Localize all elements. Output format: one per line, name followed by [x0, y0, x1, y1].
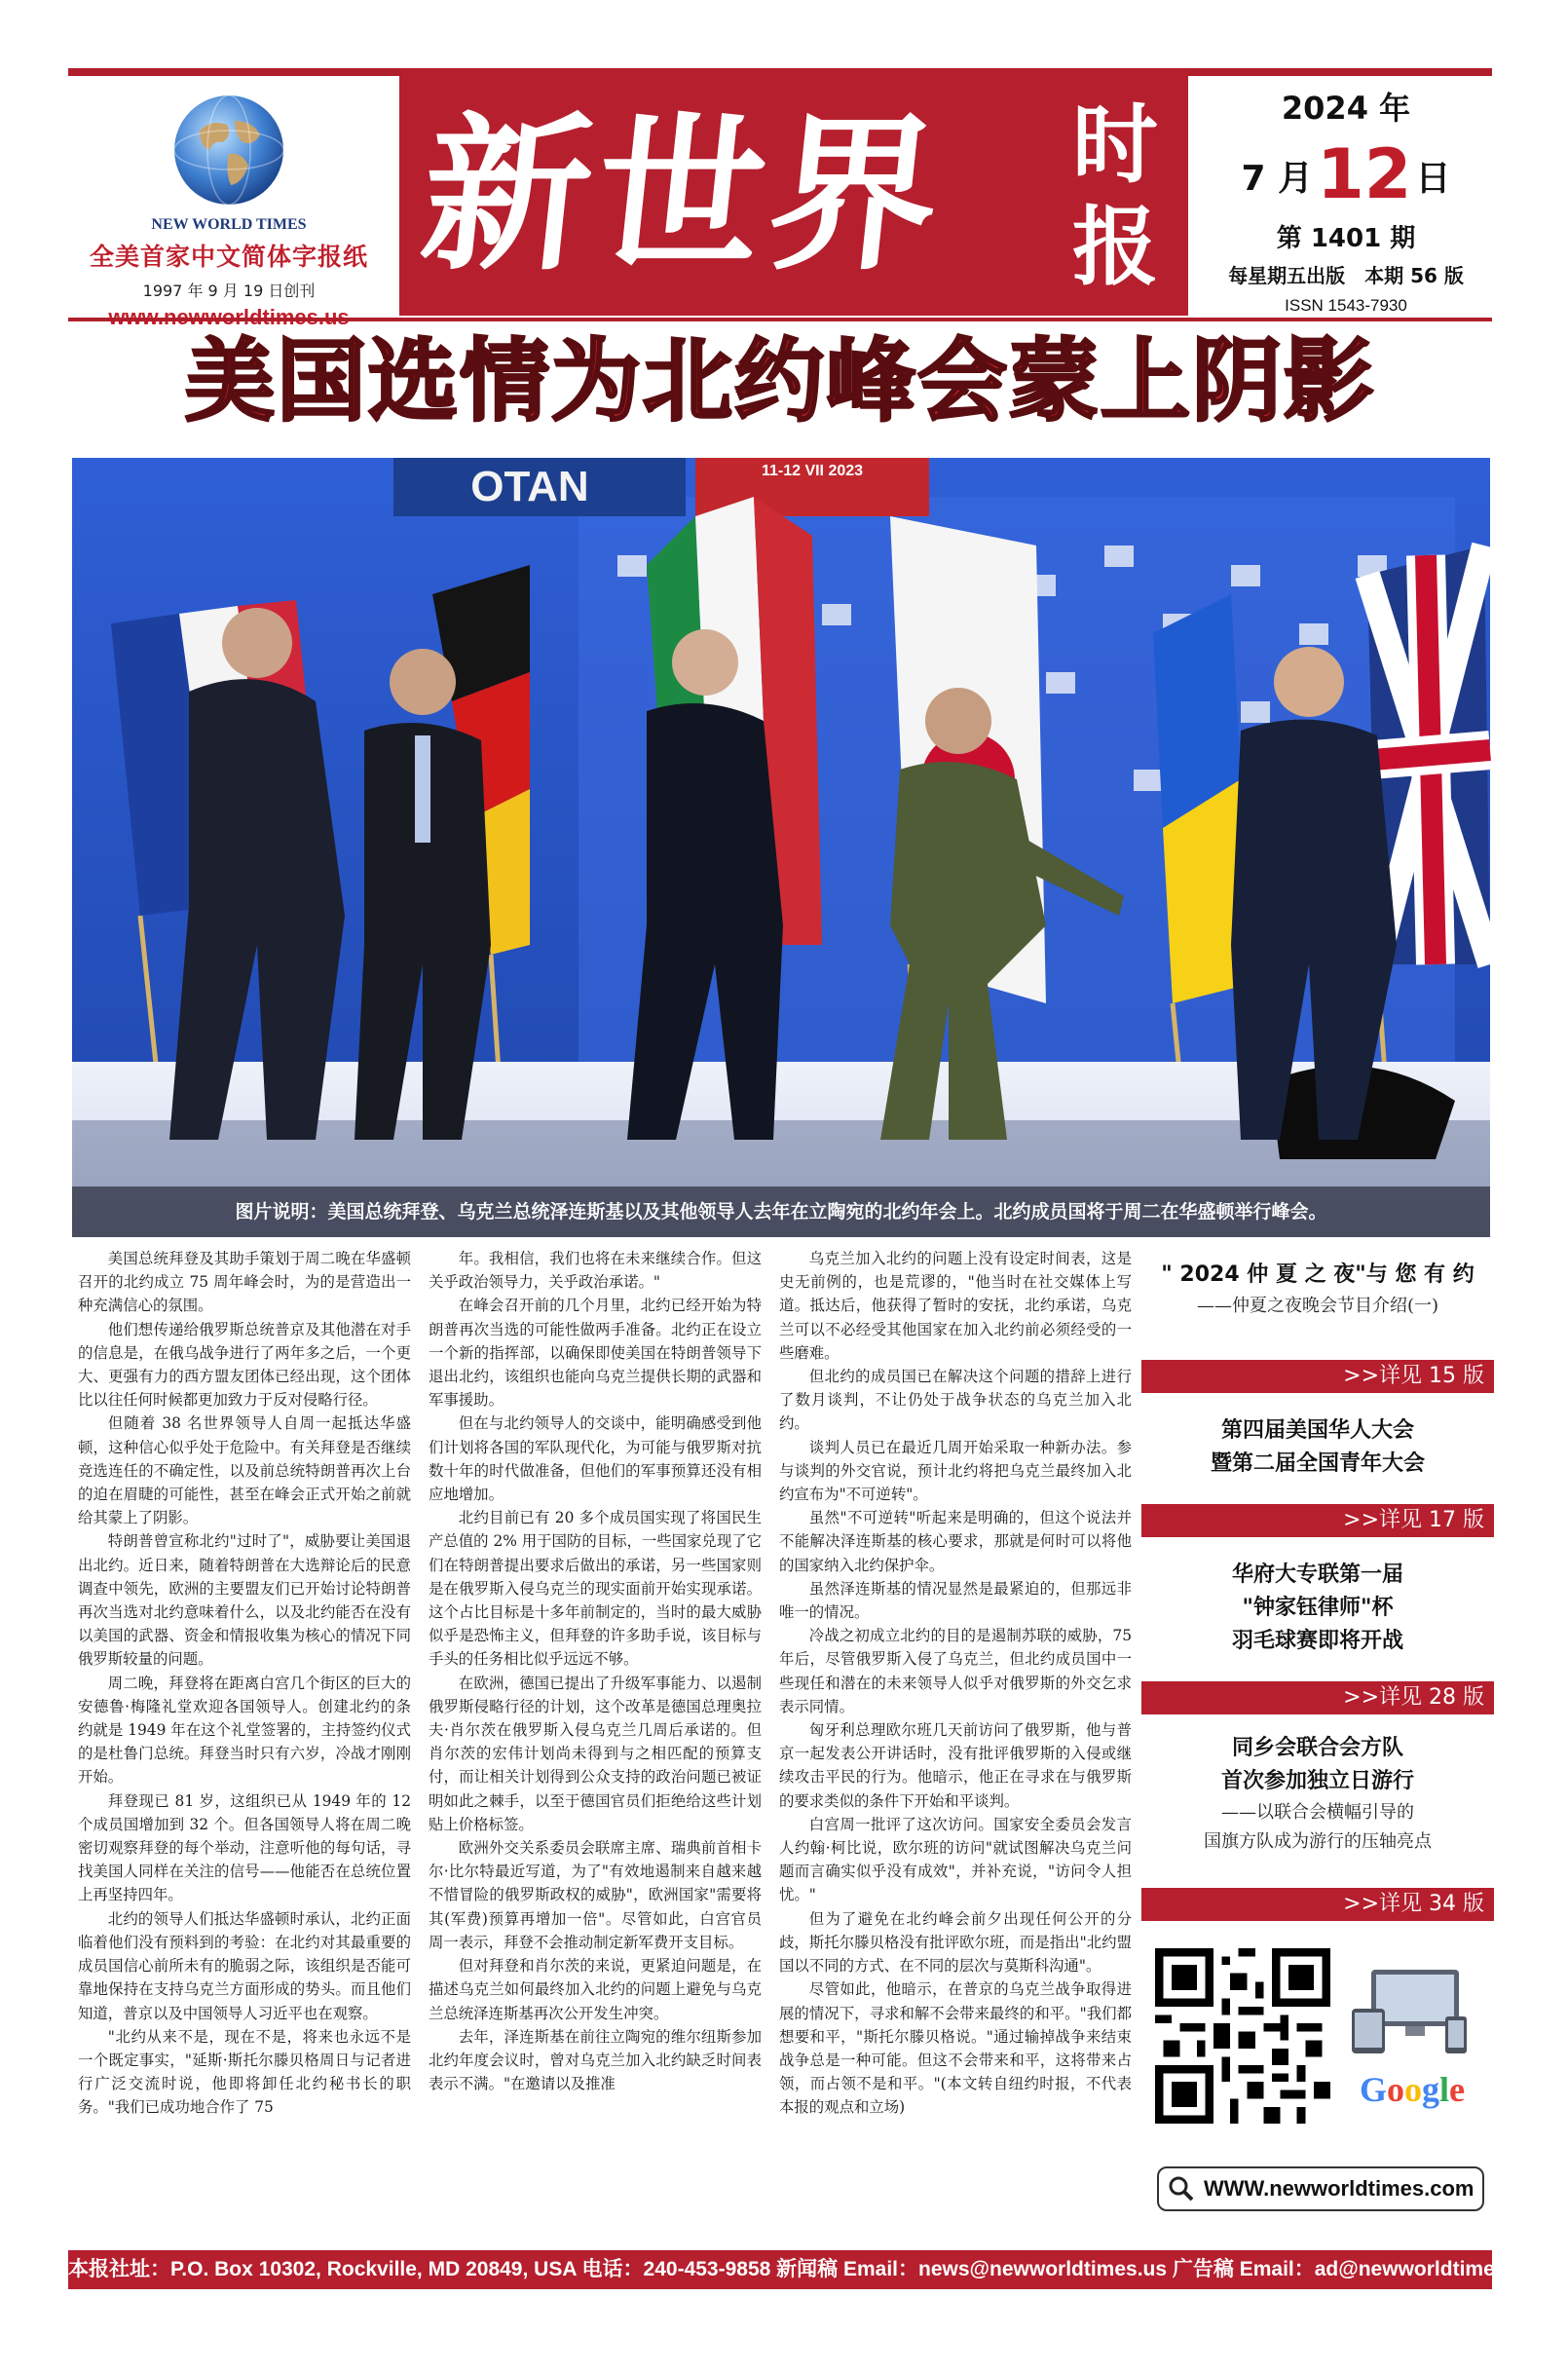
article-paragraph: 但在与北约领导人的交谈中，能明确感受到他们计划将各国的军队现代化，为可能与俄罗斯对抗数十年的时代做准备，但他们的军事预算还没有相应地增加。 [429, 1414, 762, 1504]
issue-day-suffix: 日 [1415, 159, 1451, 199]
newspaper-title-suffix: 时报 [1071, 94, 1158, 297]
sidebar-item-title-line2: "钟家钰律师"杯 [1242, 1596, 1394, 1620]
sidebar-item-title: 第四届美国华人大会 [1220, 1418, 1414, 1443]
magnifier-icon [1169, 2176, 1194, 2202]
google-logo: Google [1360, 2070, 1466, 2109]
logo-english-name: NEW WORLD TIMES [151, 216, 307, 233]
sidebar-item-title-line2: 首次参加独立日游行 [1220, 1769, 1414, 1793]
article-paragraph: 虽然"不可逆转"听起来是明确的，但这个说法并不能解决泽连斯基的核心要求，那就是何时可以将他的国家纳入北约保护伞。 [779, 1509, 1132, 1574]
sidebar-item-title-line3: 羽毛球赛即将开战 [1231, 1629, 1403, 1653]
article-paragraph: 虽然泽连斯基的情况显然是最紧迫的，但那远非唯一的情况。 [779, 1579, 1132, 1622]
article-paragraph: 在欧洲，德国已提出了升级军事能力、以遏制俄罗斯侵略行径的计划，这个改革是德国总理奥拉夫·肖尔茨在俄罗斯入侵乌克兰几周后承诺的。但肖尔茨的宏伟计划尚未得到与之相匹配的预算支付，而让相关计划得到公众支持的政治问题已被证明如此之棘手，以至于德国官员们拒绝给这些计划贴上价格标签。 [429, 1674, 762, 1833]
publication-schedule: 每星期五出版 本期 56 版 [1228, 264, 1464, 287]
sidebar-item-parade[interactable] [1141, 1732, 1494, 1857]
article-paragraph: 拜登现已 81 岁，这组织已从 1949 年的 12 个成员国增加到 32 个。但各国领导人将在周二晚密切观察拜登的每个举动，注意听他的每句话，寻找美国人同样在关注的信号——他能否在总统位置上再坚持四年。 [78, 1791, 411, 1904]
article-paragraph: "北约从来不是，现在不是，将来也永远不是一个既定事实，"延斯·斯托尔滕贝格周日与记者进行广泛交流时说，他即将卸任北约秘书长的职务。"我们已成功地合作了 75 [78, 2027, 411, 2117]
article-paragraph: 但随着 38 名世界领导人自周一起抵达华盛顿，这种信心似乎处于危险中。有关拜登是否继续竞选连任的不确定性，以及前总统特朗普再次上台的迫在眉睫的可能性，甚至在峰会正式开始之前就给其蒙上了阴影。 [78, 1414, 411, 1527]
banner-date-text: 11-12 VII 2023 [761, 463, 864, 479]
article-paragraph: 乌克兰加入北约的问题上没有设定时间表，这是史无前例的，也是荒谬的，"他当时在社交媒体上写道。抵达后，他获得了暂时的安抚，北约承诺，乌克兰可以不必经受其他国家在加入北约前必须经受的一些磨难。 [779, 1250, 1132, 1362]
article-paragraph: 美国总统拜登及其助手策划于周二晚在华盛顿召开的北约成立 75 周年峰会时，为的是营造出一种充满信心的氛围。 [78, 1250, 411, 1315]
ad-url-text: WWW.newworldtimes.com [1204, 2176, 1475, 2201]
see-page-15-link[interactable]: >>详见 15 版 [1141, 1360, 1494, 1393]
article-paragraph: 北约目前已有 20 多个成员国实现了将国民生产总值的 2% 用于国防的目标，一些国家兑现了它们在特朗普提出要求后做出的承诺，另一些国家则是在俄罗斯入侵乌克兰的现实面前开始实现承诺。这个占比目标是十多年前制定的，当时的最大威胁似乎是恐怖主义，但拜登的许多助手说，该目标与手头的任务相比似乎远远不够。 [429, 1509, 763, 1669]
sidebar-item-subtitle: ——以联合会横幅引导的 [1221, 1802, 1414, 1823]
see-page-28-link[interactable]: >>详见 28 版 [1141, 1681, 1494, 1714]
article-paragraph: 谈判人员已在最近几周开始采取一种新办法。参与谈判的外交官说，预计北约将把乌克兰最终加入北约宣布为"不可逆转"。 [779, 1438, 1132, 1504]
article-paragraph: 他们想传递给俄罗斯总统普京及其他潜在对手的信息是，在俄乌战争进行了两年多之后，一个更大、更强有力的西方盟友团体已经出现，这个团体比以往任何时候都更加致力于反对侵略行径。 [78, 1320, 411, 1410]
see-page-17-link[interactable]: >>详见 17 版 [1141, 1504, 1494, 1537]
article-column-2 [429, 1247, 763, 2093]
article-paragraph: 但对拜登和肖尔茨的来说，更紧迫问题是，在描述乌克兰如何最终加入北约的问题上避免与乌克兰总统泽连斯基再次公开发生冲突。 [429, 1957, 762, 2022]
article-paragraph: 去年，泽连斯基在前往立陶宛的维尔纽斯参加北约年度会议时，曾对乌克兰加入北约缺乏时间表表示不满。"在邀请以及推准 [429, 2027, 762, 2093]
issue-date-block [1200, 84, 1492, 318]
article-paragraph: 欧洲外交关系委员会联席主席、瑞典前首相卡尔·比尔特最近写道，为了"有效地遏制来自越来越不惜冒险的俄罗斯政权的威胁"，欧洲国家"需要将其(军费)预算再增加一倍"。尽管如此，白宫官员周一表示，拜登不会推动制定新军费开支目标。 [429, 1839, 762, 1951]
ad-url-field[interactable] [1157, 2166, 1484, 2211]
leaders-photo-illustration [72, 458, 1490, 1237]
article-column-3 [779, 1247, 1132, 2117]
issue-number: 第 1401 期 [1276, 224, 1416, 253]
article-paragraph: 冷战之初成立北约的目的是遏制苏联的威胁，75 年后，尽管俄罗斯入侵了乌克兰，但北约成员国中一些现任和潜在的未来领导人似乎对俄罗斯的外交乞求表示同情。 [779, 1627, 1132, 1715]
issue-date [1200, 134, 1492, 214]
see-page-34-link[interactable]: >>详见 34 版 [1141, 1888, 1494, 1921]
banner-logo-text: OTAN [470, 463, 589, 510]
photo-caption: 图片说明：美国总统拜登、乌克兰总统泽连斯基以及其他领导人去年在立陶宛的北约年会上。北约成员国将于周二在华盛顿举行峰会。 [72, 1186, 1490, 1237]
newspaper-title-box [399, 70, 1188, 316]
article-paragraph: 匈牙利总理欧尔班几天前访问了俄罗斯，他与普京一起发表公开讲话时，没有批评俄罗斯的入侵或继续攻击平民的行为。他暗示，他正在寻求在与俄罗斯的要求类似的条件下开始和平谈判。 [779, 1721, 1132, 1810]
qr-code-icon[interactable] [1155, 1948, 1330, 2124]
lead-photo[interactable] [72, 458, 1490, 1237]
sidebar-item-badminton[interactable] [1141, 1559, 1494, 1658]
issue-month: 7 月 [1241, 159, 1314, 199]
article-paragraph: 但北约的成员国已在解决这个问题的措辞上进行了数月谈判，不让仍处于战争状态的乌克兰加入北约。 [779, 1368, 1132, 1433]
sidebar-item-title: 华府大专联第一届 [1231, 1563, 1403, 1587]
sidebar-item-subtitle-line2: 国旗方队成为游行的压轴亮点 [1204, 1831, 1432, 1852]
masthead-bottom-rule [68, 318, 1492, 321]
article-paragraph: 周二晚，拜登将在距离白宫几个街区的巨大的安德鲁·梅隆礼堂欢迎各国领导人。创建北约的条约就是 1949 年在这个礼堂签署的，主持签约仪式的是杜鲁门总统。拜登当时只有六岁，冷战才刚刚开始。 [78, 1674, 411, 1787]
article-column-1 [78, 1247, 411, 2117]
sidebar-item-title: 同乡会联合会方队 [1231, 1736, 1403, 1760]
main-headline[interactable]: 美国选情为北约峰会蒙上阴影 [184, 329, 1375, 433]
sidebar-item-summer-night[interactable] [1141, 1259, 1494, 1321]
article-paragraph: 北约的领导人们抵达华盛顿时承认，北约正面临着他们没有预料到的考验：在北约对其最重要的成员国信心前所未有的脆弱之际，该组织是否能可靠地保持在支持乌克兰方面形成的势头。而且他们知道，普京以及中国领导人习近平也在观察。 [78, 1909, 411, 2022]
article-paragraph: 在峰会召开前的几个月里，北约已经开始为特朗普再次当选的可能性做两手准备。北约正在设立一个新的指挥部，以确保即使美国在特朗普领导下退出北约，该组织也能向乌克兰提供长期的武器和军事援助。 [429, 1297, 762, 1410]
article-paragraph: 尽管如此，他暗示，在普京的乌克兰战争取得进展的情况下，寻求和解不会带来最终的和平。"我们都想要和平，"斯托尔滕贝格说。"通过输掉战争来结束战争总是一种可能。但这不会带来和平，这将带来占领，而占领不是和平。"(本文转自纽约时报，不代表本报的观点和立场) [779, 1980, 1132, 2117]
sidebar-item-chinese-congress[interactable] [1141, 1414, 1494, 1481]
footer-contact-bar: 本报社址：P.O. Box 10302, Rockville, MD 20849, USA 电话：240-453-9858 新闻稿 Email：news@newworldtimes.us 广告稿 Email：ad@newworldtimes.us [68, 2250, 1492, 2289]
issue-day: 12 [1317, 134, 1412, 214]
sidebar [1141, 1247, 1494, 2201]
newspaper-title: 新世界 [413, 95, 954, 293]
sidebar-item-subtitle: ——仲夏之夜晚会节目介绍(一) [1196, 1296, 1439, 1316]
article-paragraph: 年。我相信，我们也将在未来继续合作。但这关乎政治领导力，关乎政治承诺。" [429, 1250, 762, 1292]
globe-icon [170, 92, 287, 208]
devices-icon [1352, 1960, 1478, 2057]
sidebar-item-title-line2: 暨第二届全国青年大会 [1210, 1451, 1425, 1476]
sidebar-item-title: " 2024 仲 夏 之 夜"与 您 有 约 [1161, 1262, 1475, 1287]
logo-block [68, 84, 390, 318]
article-paragraph: 但为了避免在北约峰会前夕出现任何公开的分歧，斯托尔滕贝格没有批评欧尔班，而是指出"北约盟国以不同的方式、在不同的层次与莫斯科沟通"。 [779, 1909, 1132, 1976]
founded-date: 1997 年 9 月 19 日创刊 [142, 282, 316, 300]
issn: ISSN 1543-7930 [1285, 296, 1407, 315]
logo-tagline: 全美首家中文简体字报纸 [89, 243, 368, 271]
article-paragraph: 白宫周一批评了这次访问。国家安全委员会发言人约翰·柯比说，欧尔班的访问"就试图解决乌克兰问题而言确实似乎没有成效"，并补充说，"访问令人担忧。" [779, 1815, 1132, 1904]
website-ad[interactable] [1147, 1940, 1490, 2223]
article-paragraph: 特朗普曾宣称北约"过时了"，威胁要让美国退出北约。近日来，随着特朗普在大选辩论后的民意调查中领先，欧洲的主要盟友们已开始讨论特朗普再次当选对北约意味着什么，以及北约能否在没有以美国的武器、资金和情报收集为核心的情况下同俄罗斯较量的问题。 [78, 1532, 411, 1669]
issue-year: 2024 年 [1281, 90, 1411, 127]
